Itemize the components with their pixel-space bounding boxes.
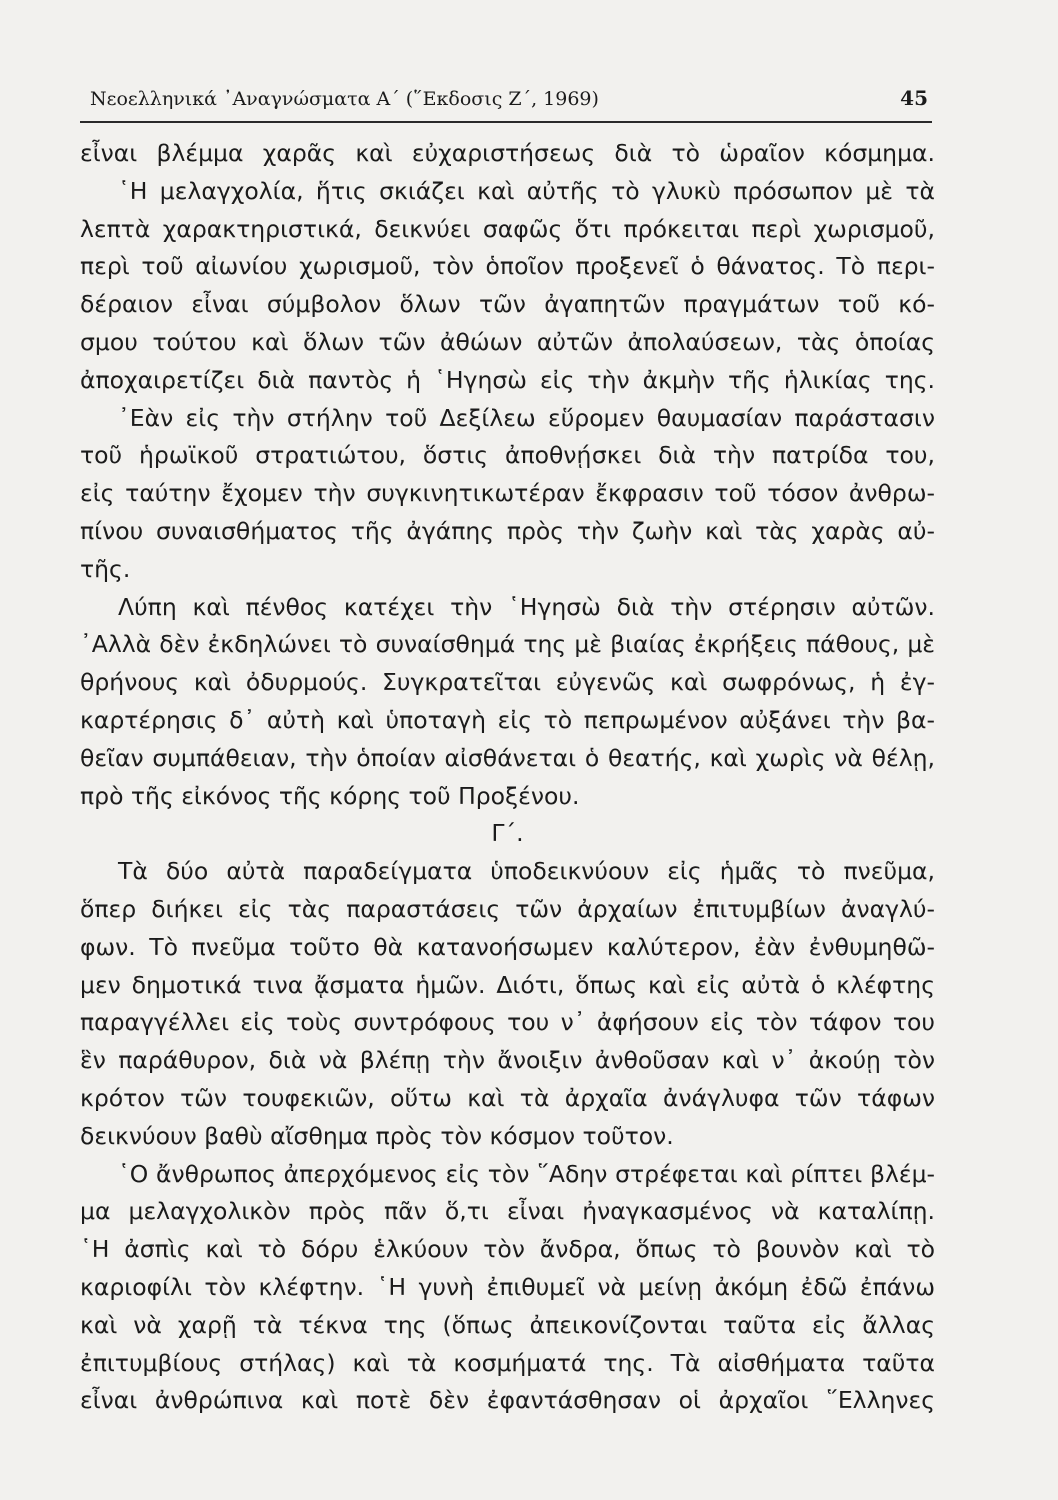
text-line: ῾Η ἀσπὶς καὶ τὸ δόρυ ἑλκύουν τὸν ἄνδρα, ὅπως τὸ βουνὸν καὶ τὸ [80, 1235, 935, 1264]
body-text [80, 135, 935, 1420]
text-line: θρήνους καὶ ὀδυρμούς. Συγκρατεῖται εὐγενῶς καὶ σωφρόνως, ἡ ἐγ- [80, 668, 935, 697]
text-line: ῾Η μελαγχολία, ἥτις σκιάζει καὶ αὐτῆς τὸ γλυκὺ πρόσωπον μὲ τὰ [118, 176, 935, 205]
running-title: Νεοελληνικά ᾿Αναγνώσματα Α΄ (῞Εκδοσις Ζ΄, 1969) [90, 88, 599, 110]
text-line: κρότον τῶν τουφεκιῶν, οὕτω καὶ τὰ ἀρχαῖα ἀνάγλυφα τῶν τάφων [80, 1083, 935, 1112]
text-line: εἶναι βλέμμα χαρᾶς καὶ εὐχαριστήσεως διὰ τὸ ὡραῖον κόσμημα. [80, 139, 935, 167]
text-line: Λύπη καὶ πένθος κατέχει τὴν ῾Ηγησὼ διὰ τὴν στέρησιν αὐτῶν. [118, 592, 935, 621]
section-heading: Γ΄. [491, 819, 524, 848]
text-line: σμου τούτου καὶ ὅλων τῶν ἀθώων αὐτῶν ἀπολαύσεων, τὰς ὁποίας [80, 327, 935, 356]
text-line: καρτέρησις δ᾿ αὐτὴ καὶ ὑποταγὴ εἰς τὸ πεπρωμένον αὐξάνει τὴν βα- [80, 705, 935, 734]
text-line: εἰς ταύτην ἔχομεν τὴν συγκινητικωτέραν ἔκφρασιν τοῦ τόσον ἀνθρω- [80, 479, 935, 508]
text-line: καριοφίλι τὸν κλέφτην. ῾Η γυνὴ ἐπιθυμεῖ νὰ μείνῃ ἀκόμη ἐδῶ ἐπάνω [80, 1272, 935, 1301]
text-line: φων. Τὸ πνεῦμα τοῦτο θὰ κατανοήσωμεν καλύτερον, ἐὰν ἐνθυμηθῶ- [80, 932, 935, 961]
text-line: πίνου συναισθήματος τῆς ἀγάπης πρὸς τὴν ζωὴν καὶ τὰς χαρὰς αὐ- [80, 516, 935, 545]
text-line: περὶ τοῦ αἰωνίου χωρισμοῦ, τὸν ὁποῖον προξενεῖ ὁ θάνατος. Τὸ περι- [80, 252, 935, 281]
text-line: λεπτὰ χαρακτηριστικά, δεικνύει σαφῶς ὅτι πρόκειται περὶ χωρισμοῦ, [80, 214, 935, 243]
header-rule [80, 121, 932, 123]
text-line: ᾿Αλλὰ δὲν ἐκδηλώνει τὸ συναίσθημά της μὲ βιαίας ἐκρήξεις πάθους, μὲ [80, 630, 935, 659]
text-line: θεῖαν συμπάθειαν, τὴν ὁποίαν αἰσθάνεται ὁ θεατής, καὶ χωρὶς νὰ θέλῃ, [80, 743, 935, 772]
text-line: ἐπιτυμβίους στήλας) καὶ τὰ κοσμήματά της. Τὰ αἰσθήματα ταῦτα [80, 1348, 935, 1377]
text-line: παραγγέλλει εἰς τοὺς συντρόφους του ν᾿ ἀφήσουν εἰς τὸν τάφον του [80, 1008, 935, 1037]
text-line: ἓν παράθυρον, διὰ νὰ βλέπῃ τὴν ἄνοιξιν ἀνθοῦσαν καὶ ν᾿ ἀκούῃ τὸν [80, 1046, 935, 1075]
text-line: ῾Ο ἄνθρωπος ἀπερχόμενος εἰς τὸν ῞Αδην στρέφεται καὶ ρίπτει βλέμ- [118, 1159, 935, 1188]
text-line: τῆς. [80, 554, 131, 583]
page-number: 45 [900, 86, 928, 110]
text-line: ὅπερ διήκει εἰς τὰς παραστάσεις τῶν ἀρχαίων ἐπιτυμβίων ἀναγλύ- [80, 894, 935, 923]
text-line: καὶ νὰ χαρῇ τὰ τέκνα της (ὅπως ἀπεικονίζονται ταῦτα εἰς ἄλλας [80, 1310, 935, 1339]
text-line: δεικνύουν βαθὺ αἴσθημα πρὸς τὸν κόσμον τοῦτον. [80, 1121, 674, 1150]
page-header [90, 86, 928, 110]
text-line: δέραιον εἶναι σύμβολον ὅλων τῶν ἀγαπητῶν πραγμάτων τοῦ κό- [80, 290, 935, 319]
text-line: εἶναι ἀνθρώπινα καὶ ποτὲ δὲν ἐφαντάσθησαν οἱ ἀρχαῖοι ῞Ελληνες [80, 1386, 935, 1415]
text-line: μεν δημοτικά τινα ᾄσματα ἡμῶν. Διότι, ὅπως καὶ εἰς αὐτὰ ὁ κλέφτης [80, 970, 935, 999]
text-line: μα μελαγχολικὸν πρὸς πᾶν ὅ,τι εἶναι ἠναγκασμένος νὰ καταλίπῃ. [80, 1197, 935, 1226]
text-line: τοῦ ἡρωϊκοῦ στρατιώτου, ὅστις ἀποθνῄσκει διὰ τὴν πατρίδα του, [80, 441, 935, 470]
text-line: ἀποχαιρετίζει διὰ παντὸς ἡ ῾Ηγησὼ εἰς τὴν ἀκμὴν τῆς ἡλικίας της. [80, 365, 935, 394]
text-line: ᾿Εὰν εἰς τὴν στήλην τοῦ Δεξίλεω εὕρομεν θαυμασίαν παράστασιν [118, 403, 935, 432]
text-line: πρὸ τῆς εἰκόνος τῆς κόρης τοῦ Προξένου. [80, 781, 580, 810]
text-line: Τὰ δύο αὐτὰ παραδείγματα ὑποδεικνύουν εἰς ἡμᾶς τὸ πνεῦμα, [118, 857, 935, 886]
